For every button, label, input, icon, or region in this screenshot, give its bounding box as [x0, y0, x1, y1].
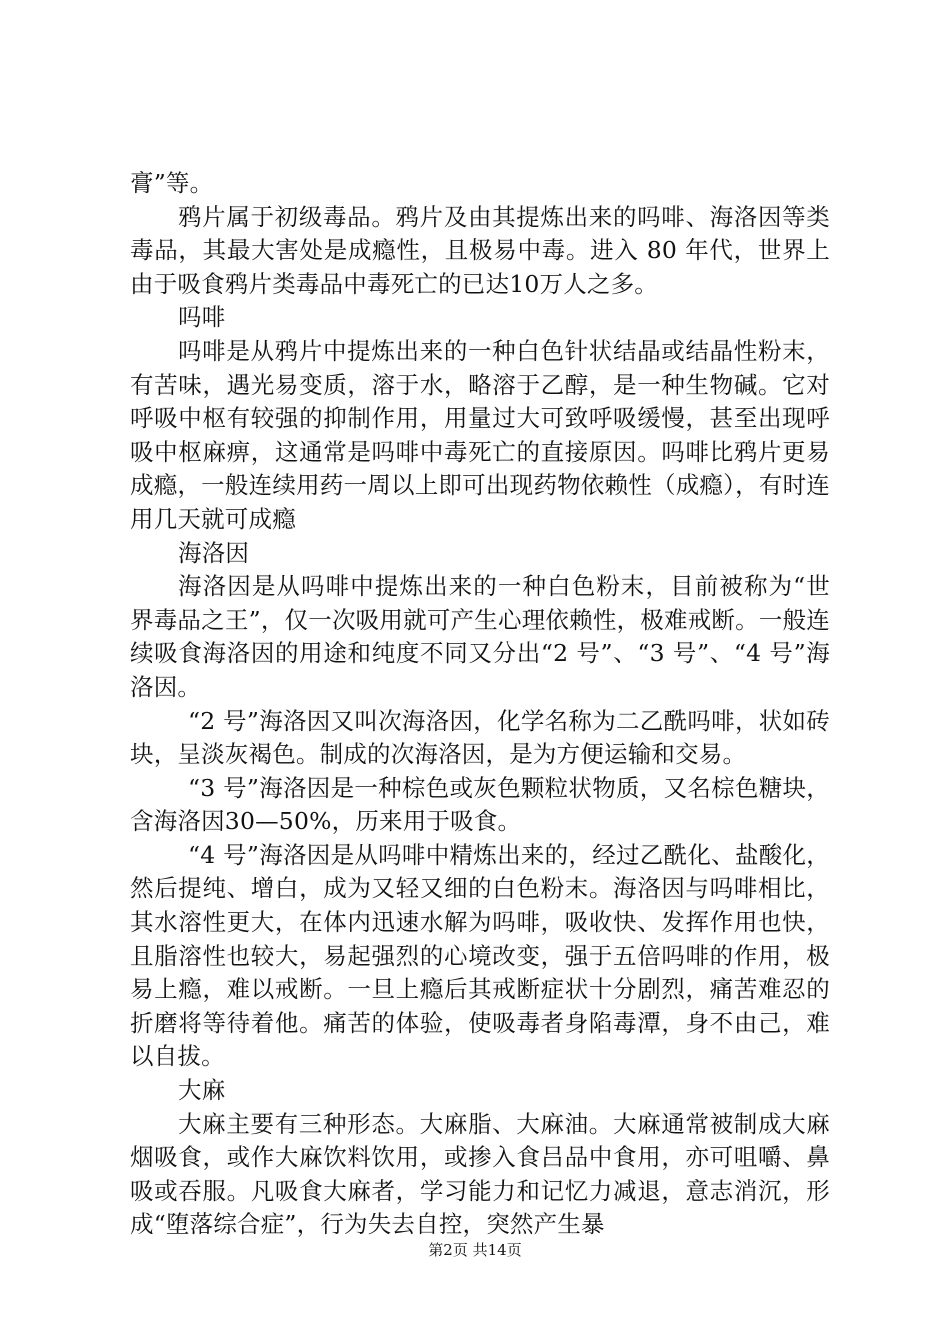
- heading-heroin: 海洛因: [178, 538, 250, 567]
- paragraph-morphine: 吗啡是从鸦片中提炼出来的一种白色针状结晶或结晶性粉末，有苦味，遇光易变质，溶于水，略溶于乙醇，是一种生物碱。它对呼吸中枢有较强的抑制作用，用量过大可致呼吸缓慢，甚至出现呼吸中枢麻痹，这通常是吗啡中毒死亡的直接原因。吗啡比鸦片更易成瘾，一般连续用药一周以上即可出现药物依赖性（成瘾），有时连用几天就可成瘾: [130, 336, 830, 533]
- paragraph-heroin-no2: “2 号”海洛因又叫次海洛因，化学名称为二乙酰吗啡，状如砖块，呈淡灰褐色。制成的次海洛因，是为方便运输和交易。: [130, 706, 830, 769]
- document-body: [130, 167, 830, 1242]
- paragraph-opium: 鸦片属于初级毒品。鸦片及由其提炼出来的吗啡、海洛因等类毒品，其最大害处是成瘾性，且极易中毒。进入 80 年代，世界上由于吸食鸦片类毒品中毒死亡的已达10万人之多。: [130, 202, 830, 298]
- heading-morphine: 吗啡: [178, 303, 226, 332]
- paragraph-heroin-no3: “3 号”海洛因是一种棕色或灰色颗粒状物质，又名棕色糖块，含海洛因30—50%，历来用于吸食。: [130, 773, 830, 836]
- page-number-label: 第2页 共14页: [428, 1241, 522, 1259]
- heading-cannabis: 大麻: [178, 1076, 226, 1105]
- paragraph-heroin: 海洛因是从吗啡中提炼出来的一种白色粉末，目前被称为“世界毒品之王”，仅一次吸用就可产生心理依赖性，极难戒断。一般连续吸食海洛因的用途和纯度不同又分出“2 号”、“3 号”、“4 号”海洛因。: [130, 572, 830, 701]
- paragraph-cannabis: 大麻主要有三种形态。大麻脂、大麻油。大麻通常被制成大麻烟吸食，或作大麻饮料饮用，或掺入食吕品中食用，亦可咀嚼、鼻吸或吞服。凡吸食大麻者，学习能力和记忆力减退，意志消沉，形成“堕落综合症”，行为失去自控，突然产生暴: [130, 1109, 830, 1239]
- paragraph-continuation: 膏”等。: [130, 169, 214, 197]
- page-footer: [0, 1240, 950, 1260]
- paragraph-heroin-no4: “4 号”海洛因是从吗啡中精炼出来的，经过乙酰化、盐酸化，然后提纯、增白，成为又轻又细的白色粉末。海洛因与吗啡相比，其水溶性更大，在体内迅速水解为吗啡，吸收快、发挥作用也快，且脂溶性也较大，易起强烈的心境改变，强于五倍吗啡的作用，极易上瘾，难以戒断。一旦上瘾后其戒断症状十分剧烈，痛苦难忍的折磨将等待着他。痛苦的体验，使吸毒者身陷毒潭，身不由己，难以自拔。: [130, 840, 830, 1071]
